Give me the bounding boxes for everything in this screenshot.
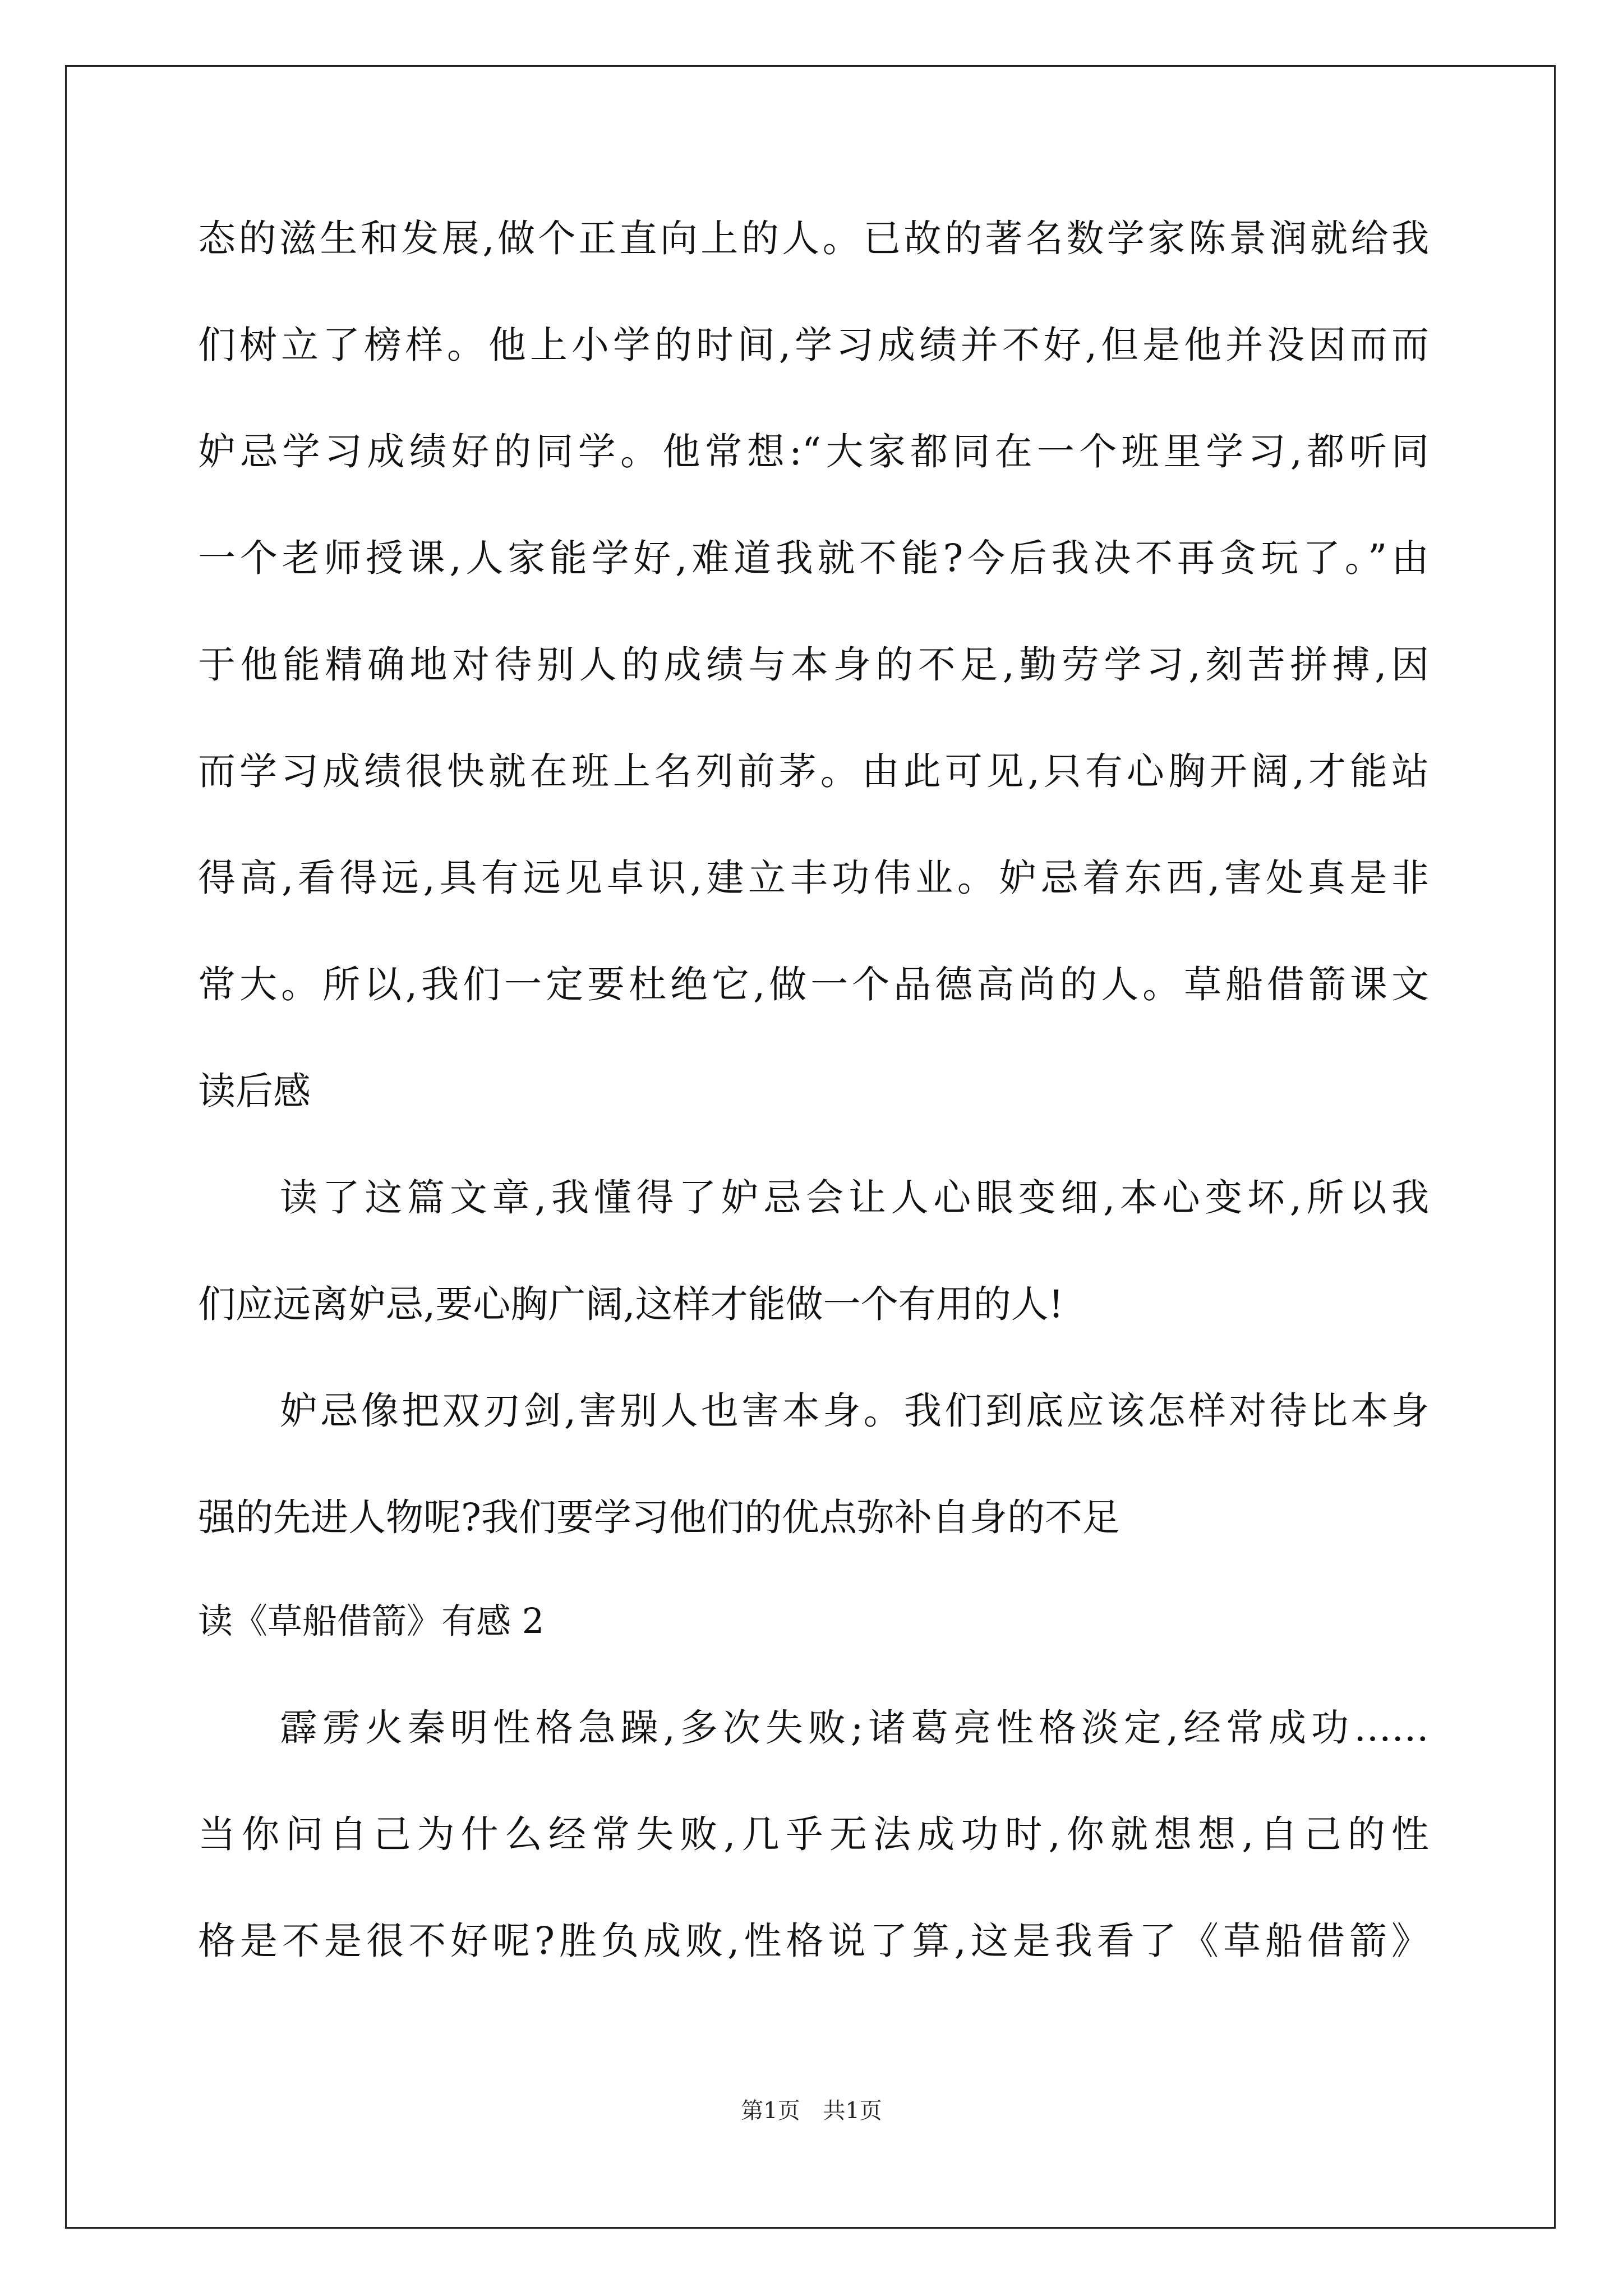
text-line: 态的滋生和发展,做个正直向上的人。已故的著名数学家陈景润就给我 <box>198 217 1429 260</box>
page-footer <box>0 2097 1623 2125</box>
text-line: 格是不是很不好呢?胜负成败,性格说了算,这是我看了《草船借箭》 <box>198 1919 1429 1963</box>
text-line: 得高,看得远,具有远见卓识,建立丰功伟业。妒忌着东西,害处真是非 <box>198 856 1429 900</box>
paragraph-first-line: 妒忌像把双刃剑,害别人也害本身。我们到底应该怎样对待比本身 <box>280 1389 1429 1433</box>
page-number: 第1页 <box>741 2098 800 2124</box>
text-line: 们树立了榜样。他上小学的时间,学习成绩并不好,但是他并没因而而 <box>198 323 1429 367</box>
paragraph-first-line: 霹雳火秦明性格急躁,多次失败;诸葛亮性格淡定,经常成功…… <box>280 1706 1429 1750</box>
text-line: 读后感 <box>198 1069 311 1113</box>
text-line: 妒忌学习成绩好的同学。他常想:“大家都同在一个班里学习,都听同 <box>198 430 1429 473</box>
page-total: 共1页 <box>823 2098 882 2124</box>
text-line: 一个老师授课,人家能学好,难道我就不能?今后我决不再贪玩了。”由 <box>198 536 1429 580</box>
text-line: 常大。所以,我们一定要杜绝它,做一个品德高尚的人。草船借箭课文 <box>198 963 1429 1006</box>
text-line: 强的先进人物呢?我们要学习他们的优点弥补自身的不足 <box>198 1496 1120 1539</box>
text-line: 于他能精确地对待别人的成绩与本身的不足,勤劳学习,刻苦拼搏,因 <box>198 643 1429 687</box>
section-heading: 读《草船借箭》有感 2 <box>198 1600 545 1641</box>
text-line: 当你问自己为什么经常失败,几乎无法成功时,你就想想,自己的性 <box>198 1812 1429 1856</box>
paragraph-first-line: 读了这篇文章,我懂得了妒忌会让人心眼变细,本心变坏,所以我 <box>280 1176 1429 1220</box>
text-line: 们应远离妒忌,要心胸广阔,这样才能做一个有用的人! <box>198 1282 1064 1326</box>
text-line: 而学习成绩很快就在班上名列前茅。由此可见,只有心胸开阔,才能站 <box>198 749 1429 793</box>
page-border <box>65 65 1556 2229</box>
